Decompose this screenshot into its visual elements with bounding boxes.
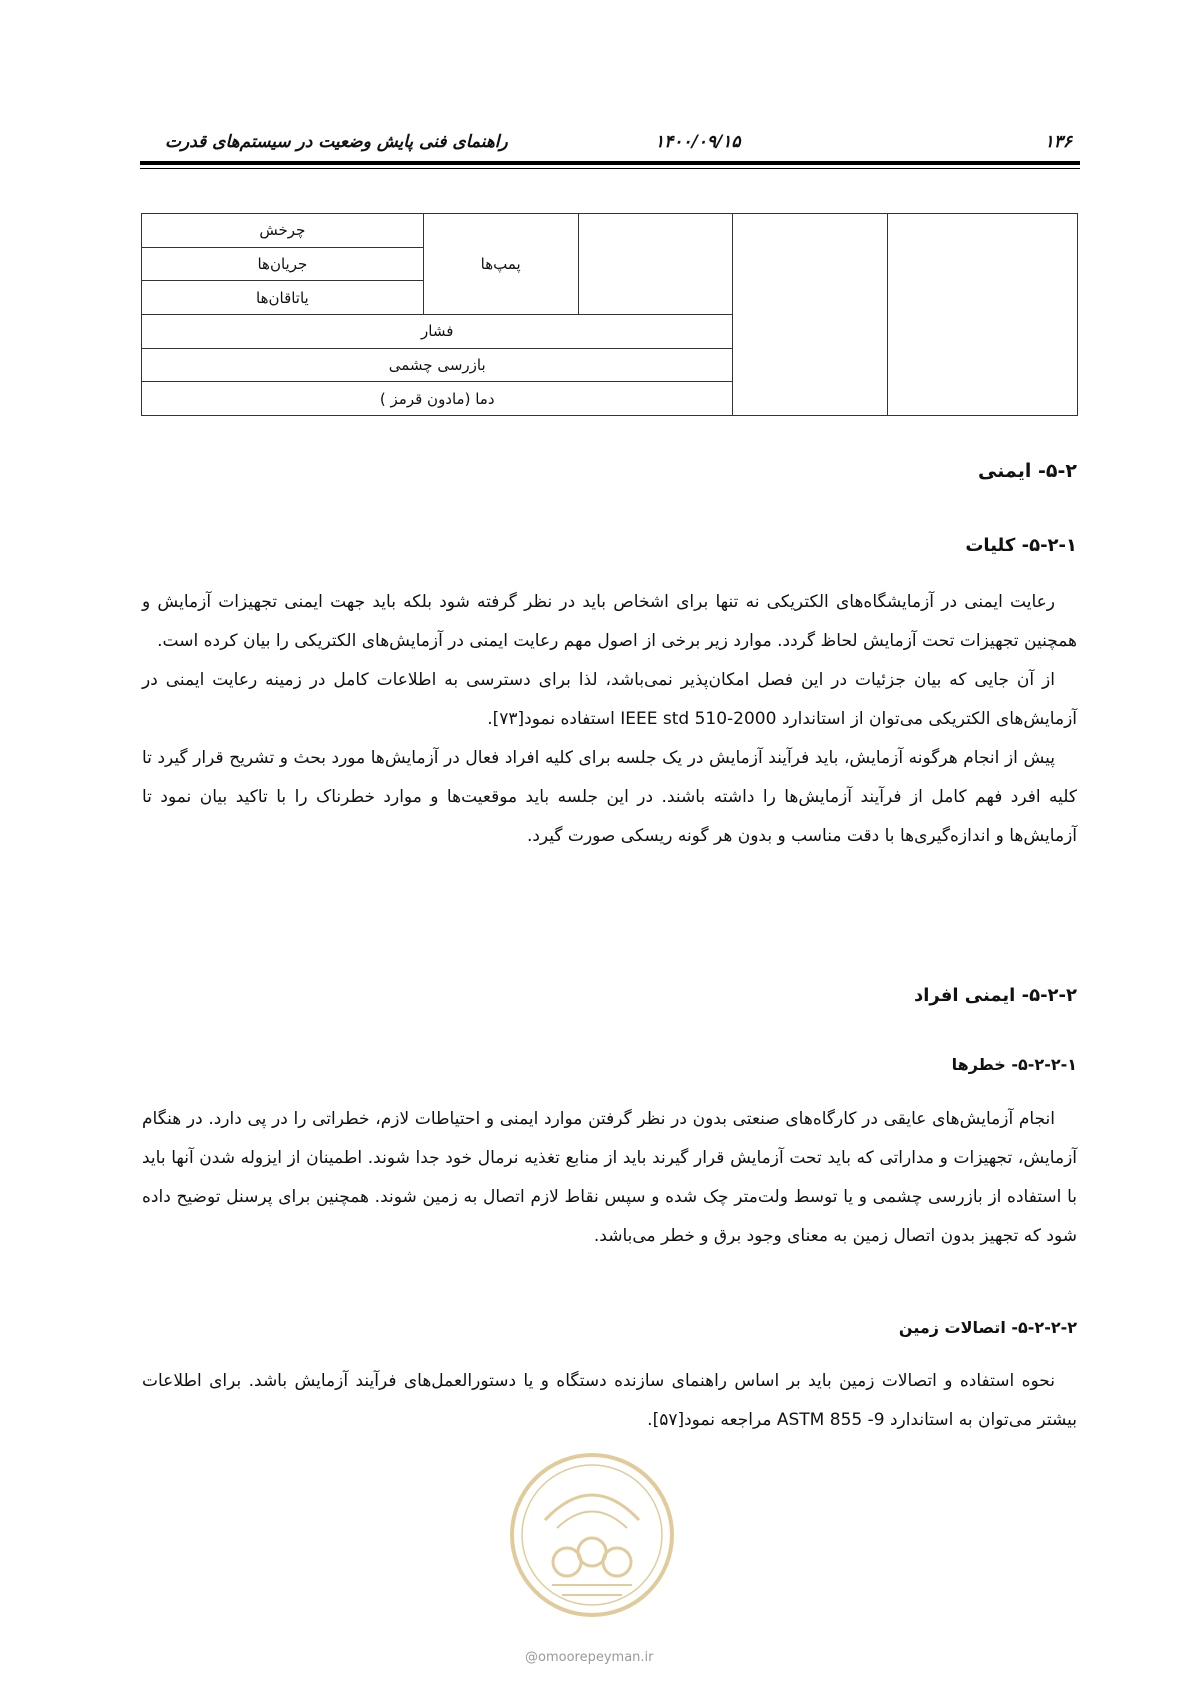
table-cell-empty — [888, 214, 1078, 416]
paragraph-block-general — [142, 583, 1077, 856]
header-date: ۱۴۰۰/۰۹/۱۵ — [655, 132, 741, 152]
table-cell: دما (مادون قرمز ) — [142, 382, 733, 416]
table-cell: جریان‌ها — [142, 247, 424, 281]
paragraph: نحوه استفاده و اتصالات زمین باید بر اساس راهنمای سازنده دستگاه و یا دستورالعمل‌های فرآیند آزمایش باشد. برای اطلاعات بیشتر می‌توان به استاندارد ASTM 855 -9 مراجعه نمود[۵۷]. — [142, 1371, 1077, 1430]
table-cell: یاتاقان‌ها — [142, 281, 424, 315]
table-row — [142, 214, 1078, 248]
heading-safety: ۵-۲- ایمنی — [978, 460, 1077, 482]
paragraph-block-grounding — [142, 1362, 1077, 1440]
heading-general: ۵-۲-۱- کلیات — [965, 535, 1077, 556]
table-cell: بازرسی چشمی — [142, 348, 733, 382]
paragraph: از آن جایی که بیان جزئیات در این فصل امکان‌پذیر نمی‌باشد، لذا برای دسترسی به اطلاعات کامل در زمینه رعایت ایمنی در آزمایش‌های الکتریکی می‌توان از استاندارد IEEE std 510-2000 استفاده نمود[۷۳]. — [142, 670, 1077, 729]
header-page-number: ۱۳۶ — [1044, 132, 1072, 152]
header-rule-thin — [140, 168, 1080, 169]
table-cell-pumps: پمپ‌ها — [423, 214, 578, 315]
page-header — [140, 128, 1080, 158]
paragraph: انجام آزمایش‌های عایقی در کارگاه‌های صنعتی بدون در نظر گرفتن موارد ایمنی و احتیاطات لازم، خطراتی را در پی دارد. در هنگام آزمایش، تجهیزات و مداراتی که باید تحت آزمایش قرار گیرند باید از منابع تغذیه نرمال خود جدا شوند. اطمینان از ایزوله شدن آنها باید با استفاده از بازرسی چشمی و یا توسط ولت‌متر چک شده و سپس نقاط لازم اتصال به زمین شوند. همچنین برای پرسنل توضیح داده شود که تجهیز بدون اتصال زمین به معنای وجود برق و خطر می‌باشد. — [142, 1109, 1077, 1246]
heading-personnel-safety: ۵-۲-۲- ایمنی افراد — [913, 985, 1077, 1006]
paragraph: پیش از انجام هرگونه آزمایش، باید فرآیند آزمایش در یک جلسه برای کلیه افراد فعال در آزمایش‌ها مورد بحث و تشریح قرار گیرد تا کلیه افرد فهم کامل از فرآیند آزمایش‌ها را داشته باشند. در این جلسه باید موقعیت‌ها و موارد خطرناک را با تاکید بیان نمود تا آزمایش‌ها و اندازه‌گیری‌ها با دقت مناسب و بدون هر گونه ریسکی صورت گیرد. — [142, 748, 1077, 846]
table-cell: چرخش — [142, 214, 424, 248]
heading-hazards: ۵-۲-۲-۱- خطرها — [951, 1055, 1077, 1074]
watermark-logo — [507, 1450, 677, 1620]
paragraph-block-hazards — [142, 1100, 1077, 1256]
table-cell: فشار — [142, 314, 733, 348]
heading-grounding: ۵-۲-۲-۲- اتصالات زمین — [898, 1318, 1077, 1337]
header-rule-thick — [140, 161, 1080, 165]
paragraph: رعایت ایمنی در آزمایشگاه‌های الکتریکی نه تنها برای اشخاص باید در نظر گرفته شود بلکه باید جهت ایمنی تجهیزات آزمایش و همچنین تجهیزات تحت آزمایش لحاظ گردد. موارد زیر برخی از اصول مهم رعایت ایمنی در آزمایش‌های الکتریکی را بیان کرده است. — [142, 592, 1077, 651]
table-cell-empty — [733, 214, 888, 416]
header-title: راهنمای فنی پایش وضعیت در سیستم‌های قدرت — [165, 132, 508, 152]
monitoring-table — [141, 213, 1078, 416]
table-cell-empty — [578, 214, 733, 315]
watermark-url: @omoorepeyman.ir — [525, 1650, 654, 1665]
